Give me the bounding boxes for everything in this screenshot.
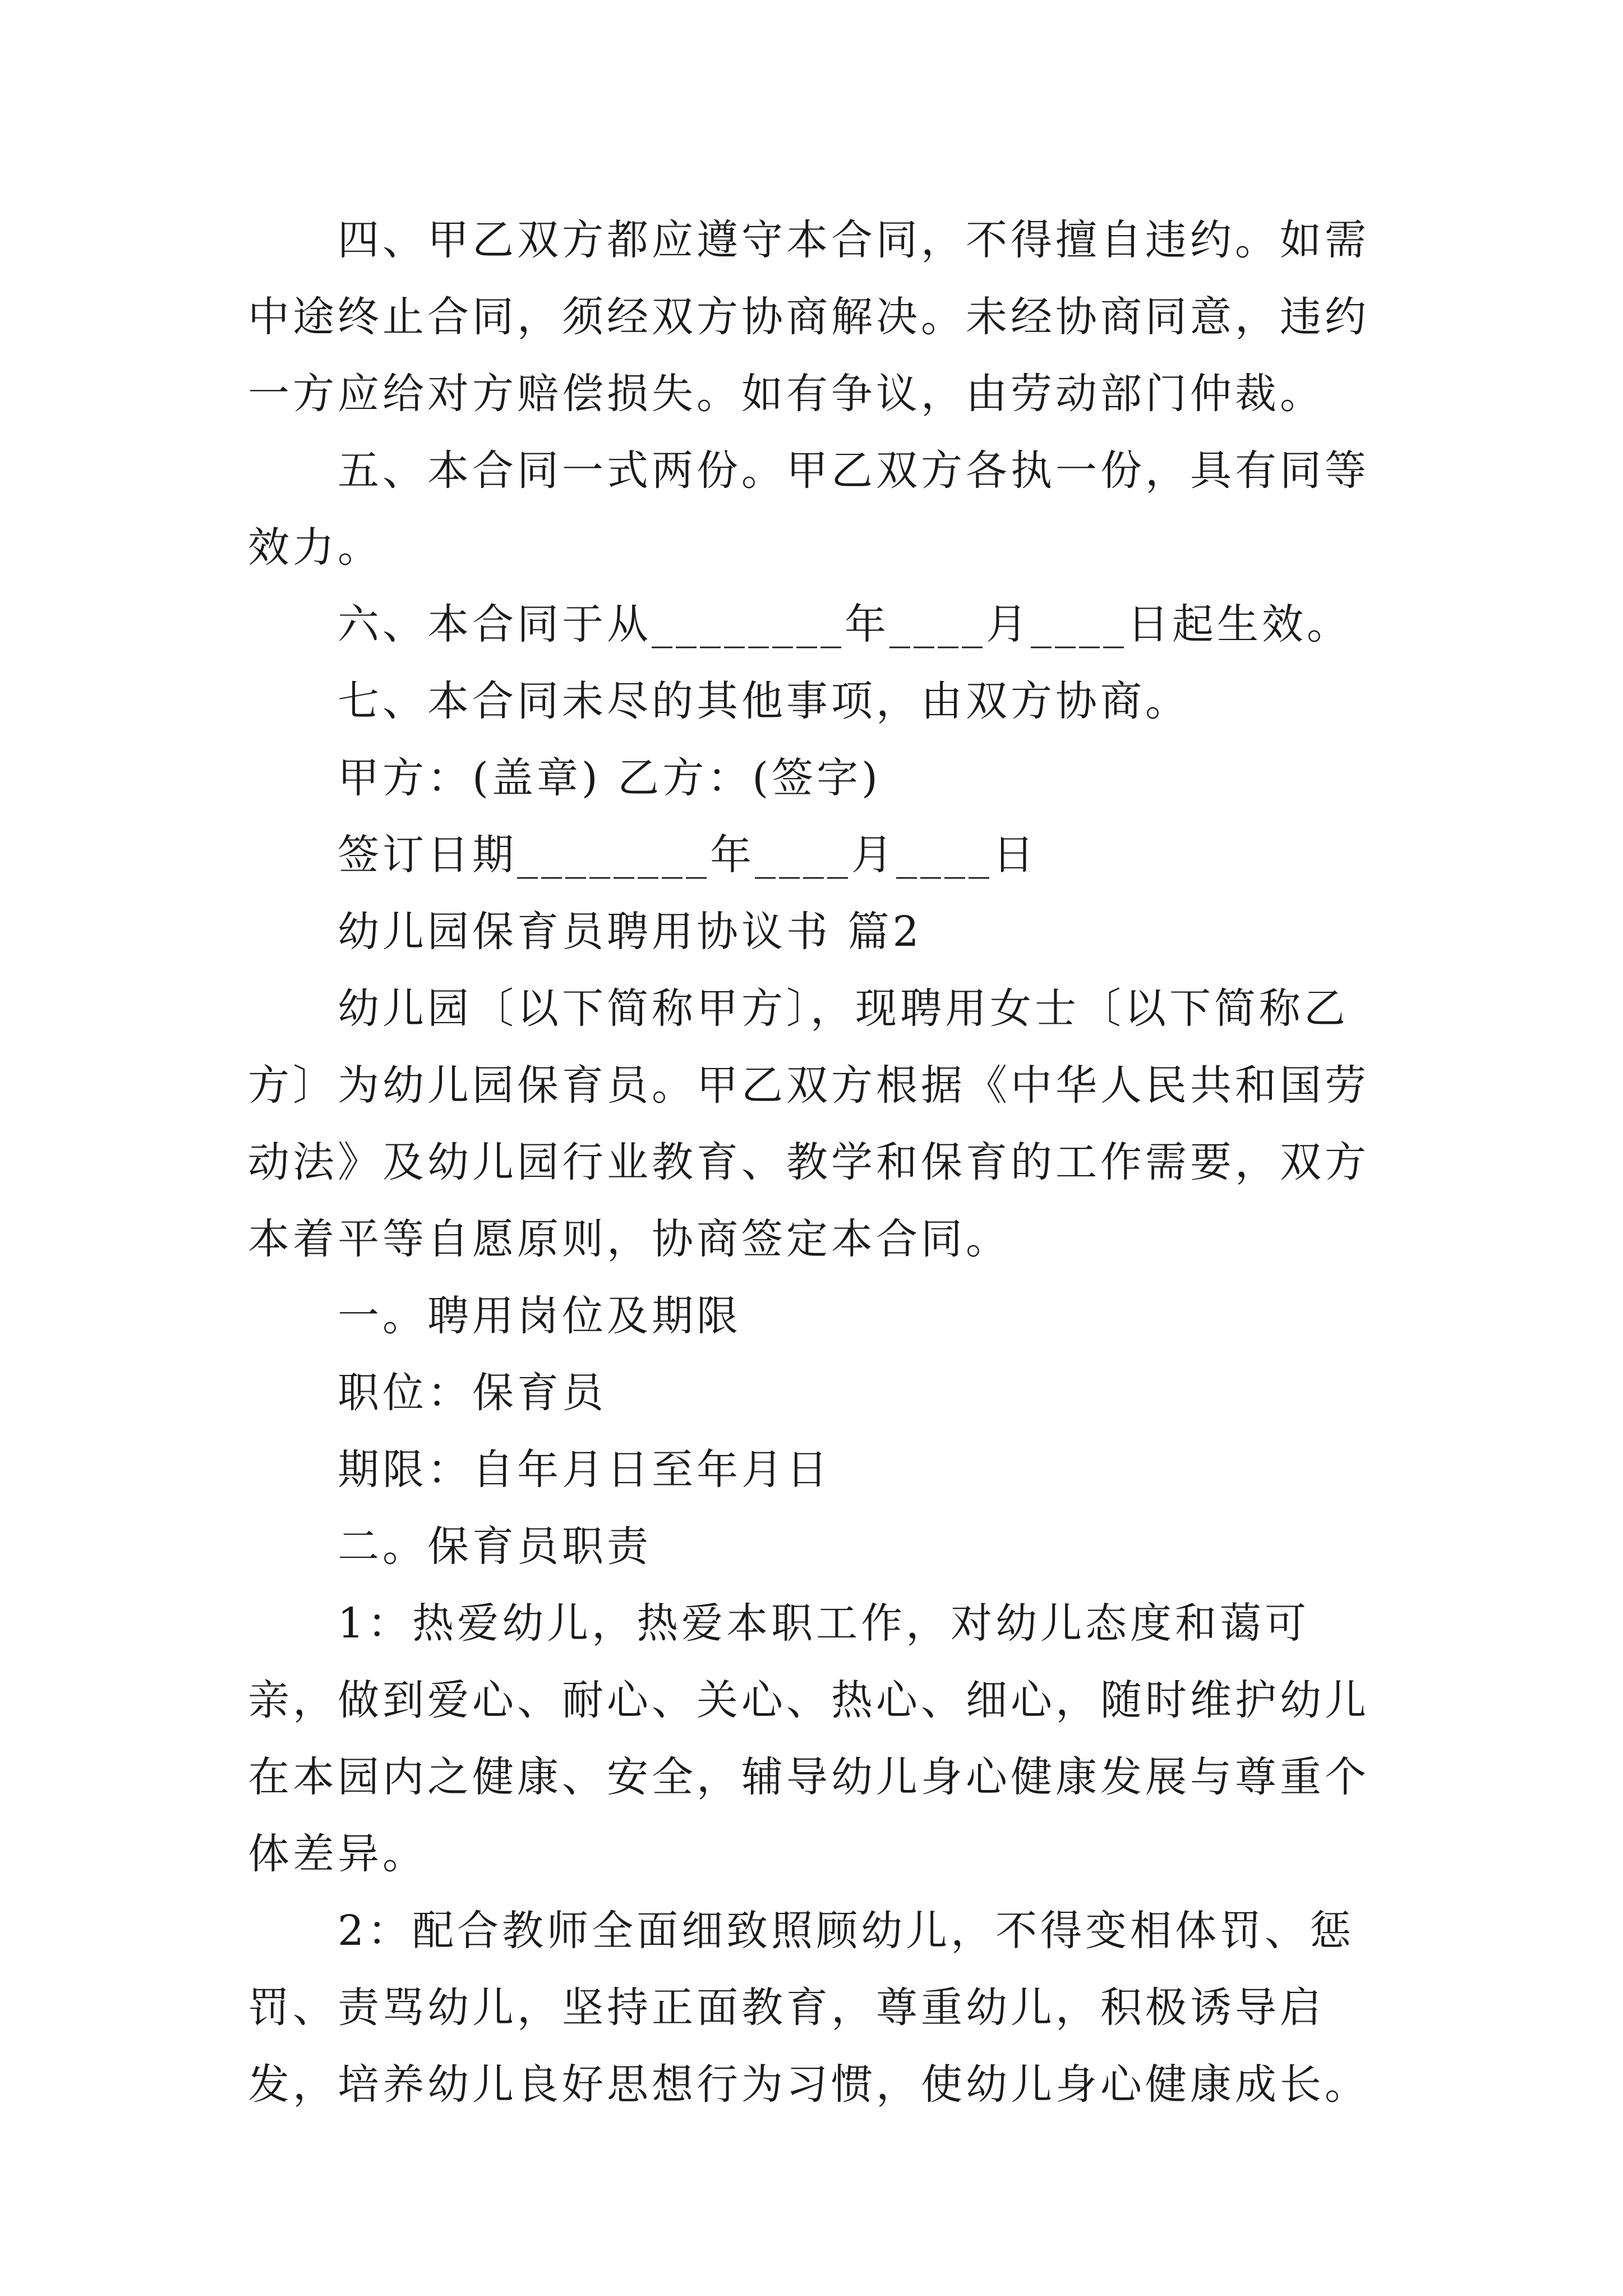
- clause-5: 五、本合同一式两份。甲乙双方各执一份，具有同等效力。: [248, 447, 1370, 572]
- clause-4: 四、甲乙双方都应遵守本合同，不得擅自违约。如需中途终止合同，须经双方协商解决。未经协商同意，违约一方应给对方赔偿损失。如有争议，由劳动部门仲裁。: [248, 216, 1370, 418]
- term-line: 期限：自年月日至年月日: [338, 1446, 831, 1494]
- signature-parties: 甲方：(盖章) 乙方：(签字): [338, 754, 882, 802]
- position-line: 职位：保育员: [338, 1369, 607, 1417]
- section-heading-part-2: 幼儿园保育员聘用协议书 篇2: [338, 908, 923, 956]
- section-2-heading: 二。保育员职责: [338, 1522, 652, 1571]
- duty-item-1: 1：热爱幼儿，热爱本职工作，对幼儿态度和蔼可亲，做到爱心、耐心、关心、热心、细心，随时维护幼儿在本园内之健康、安全，辅导幼儿身心健康发展与尊重个体差异。: [248, 1599, 1370, 1878]
- clause-7: 七、本合同未尽的其他事项，由双方协商。: [338, 677, 1190, 725]
- preamble-paragraph: 幼儿园〔以下简称甲方〕，现聘用女士〔以下简称乙方〕为幼儿园保育员。甲乙双方根据《中华人民共和国劳动法》及幼儿园行业教育、教学和保育的工作需要，双方本着平等自愿原则，协商签定本合同。: [248, 984, 1370, 1263]
- duty-item-2: 2：配合教师全面细致照顾幼儿，不得变相体罚、惩罚、责骂幼儿，坚持正面教育，尊重幼儿，积极诱导启发，培养幼儿良好思想行为习惯，使幼儿身心健康成长。: [248, 1907, 1370, 2109]
- section-1-heading: 一。聘用岗位及期限: [338, 1292, 741, 1340]
- clause-6-effective-date: 六、本合同于从________年____月____日起生效。: [338, 600, 1352, 648]
- signing-date: 签订日期________年____月____日: [338, 831, 1038, 879]
- document-body: [248, 202, 1392, 2123]
